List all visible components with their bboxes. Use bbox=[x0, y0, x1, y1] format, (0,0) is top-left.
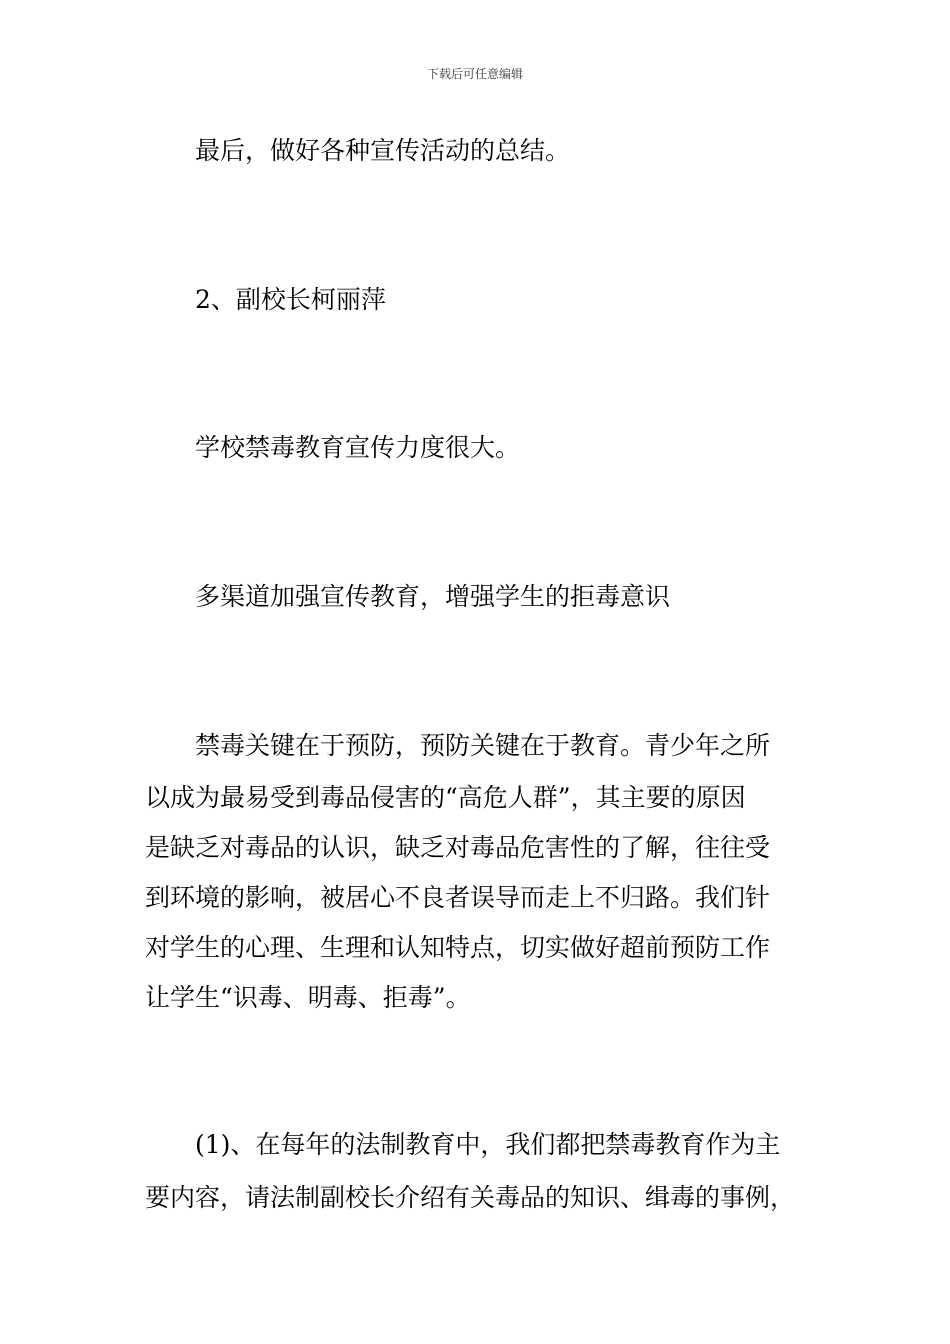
paragraph-prevention-line-5: 对学生的心理、生理和认知特点，切实做好超前预防工作 bbox=[145, 933, 771, 962]
paragraph-prevention-line-3: 是缺乏对毒品的认识，缺乏对毒品危害性的了解，往往受 bbox=[145, 833, 771, 862]
paragraph-prevention-line-4: 到环境的影响，被居心不良者误导而走上不归路。我们针 bbox=[145, 883, 771, 912]
paragraph-prevention-line-1: 禁毒关键在于预防，预防关键在于教育。青少年之所 bbox=[195, 731, 771, 760]
page-header-note: 下载后可任意编辑 bbox=[426, 67, 523, 81]
paragraph-summary: 最后，做好各种宣传活动的总结。 bbox=[195, 136, 571, 165]
paragraph-legal-education-line-2: 要内容，请法制副校长介绍有关毒品的知识、缉毒的事例， bbox=[145, 1183, 796, 1212]
paragraph-legal-education-line-1: (1)、在每年的法制教育中，我们都把禁毒教育作为主 bbox=[195, 1130, 781, 1159]
paragraph-prevention-line-2: 以成为最易受到毒品侵害的“高危人群”，其主要的原因 bbox=[145, 783, 746, 812]
section-heading-vice-principal: 2、副校长柯丽萍 bbox=[195, 285, 386, 314]
paragraph-prevention-line-6: 让学生“识毒、明毒、拒毒”。 bbox=[145, 983, 471, 1012]
paragraph-multi-channel-heading: 多渠道加强宣传教育，增强学生的拒毒意识 bbox=[195, 582, 671, 611]
paragraph-publicity: 学校禁毒教育宣传力度很大。 bbox=[195, 433, 521, 462]
